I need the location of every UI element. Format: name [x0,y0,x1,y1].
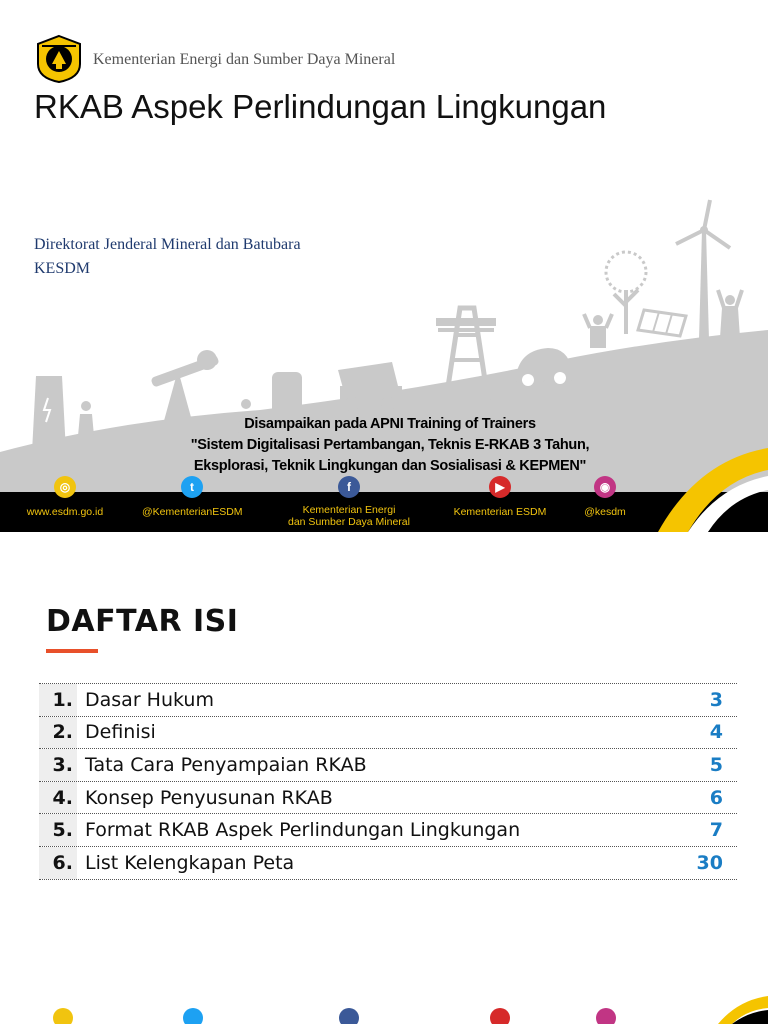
youtube-icon[interactable] [490,1008,510,1024]
presentation-context [190,414,590,477]
directorate-org: KESDM [34,260,91,277]
twitter-label[interactable]: @KementerianESDM [142,506,243,518]
yellow-arc-decoration [718,996,768,1024]
toc-row[interactable] [39,749,737,782]
toc-page-number[interactable]: 30 [696,851,723,874]
heading-underline [46,649,98,653]
instagram-icon: ◉ [594,476,616,498]
slide-title: RKAB Aspek Perlindungan Lingkungan [34,88,607,125]
toc-number: 5. [39,814,77,846]
toc-table [39,683,737,880]
toc-number: 6. [39,847,77,879]
toc-page-number[interactable]: 7 [709,819,723,842]
facebook-label[interactable]: Kementerian Energi dan Sumber Daya Mineral [288,504,410,528]
toc-page-number[interactable]: 6 [709,786,723,809]
toc-row[interactable] [39,782,737,815]
twitter-icon: t [181,476,203,498]
instagram-icon[interactable] [596,1008,616,1024]
toc-slide [0,532,768,1024]
toc-row[interactable] [39,717,737,750]
youtube-icon: ▶ [489,476,511,498]
toc-label: Konsep Penyusunan RKAB [85,786,333,809]
bottom-social-icons [0,1008,768,1024]
esdm-logo-icon [34,34,84,84]
globe-icon[interactable] [53,1008,73,1024]
facebook-icon[interactable] [339,1008,359,1024]
social-youtube[interactable] [450,476,550,518]
toc-row[interactable] [39,847,737,880]
social-instagram[interactable] [574,476,636,518]
social-twitter[interactable] [142,476,242,518]
presented-line-3: Eksplorasi, Teknik Lingkungan dan Sosialisasi & KEPMEN" [193,458,587,474]
globe-icon: ◎ [54,476,76,498]
presented-line-2: "Sistem Digitalisasi Pertambangan, Teknis E-RKAB 3 Tahun, [190,437,590,453]
toc-page-number[interactable]: 3 [709,688,723,711]
ministry-name: Kementerian Energi dan Sumber Daya Mineral [93,51,396,68]
toc-number: 4. [39,782,77,814]
social-website[interactable] [26,476,104,518]
website-label[interactable]: www.esdm.go.id [26,506,104,518]
toc-label: Definisi [85,721,156,744]
presented-line-1: Disampaikan pada APNI Training of Trainers [244,416,536,432]
toc-page-number[interactable]: 4 [709,721,723,744]
instagram-label[interactable]: @kesdm [584,506,626,518]
toc-label: List Kelengkapan Peta [85,851,295,874]
toc-number: 1. [39,684,77,716]
toc-number: 2. [39,717,77,749]
youtube-label[interactable]: Kementerian ESDM [453,506,547,518]
yellow-arc-decoration [658,440,768,532]
facebook-icon: f [338,476,360,498]
twitter-icon[interactable] [183,1008,203,1024]
directorate-name: Direktorat Jenderal Mineral dan Batubara [34,236,301,253]
toc-label: Tata Cara Penyampaian RKAB [85,753,367,776]
toc-label: Format RKAB Aspek Perlindungan Lingkungan [85,819,521,842]
toc-heading: DAFTAR ISI [46,604,239,639]
social-facebook[interactable] [284,476,414,528]
toc-number: 3. [39,749,77,781]
toc-label: Dasar Hukum [85,688,214,711]
toc-row[interactable] [39,814,737,847]
toc-page-number[interactable]: 5 [709,753,723,776]
toc-row[interactable] [39,684,737,717]
